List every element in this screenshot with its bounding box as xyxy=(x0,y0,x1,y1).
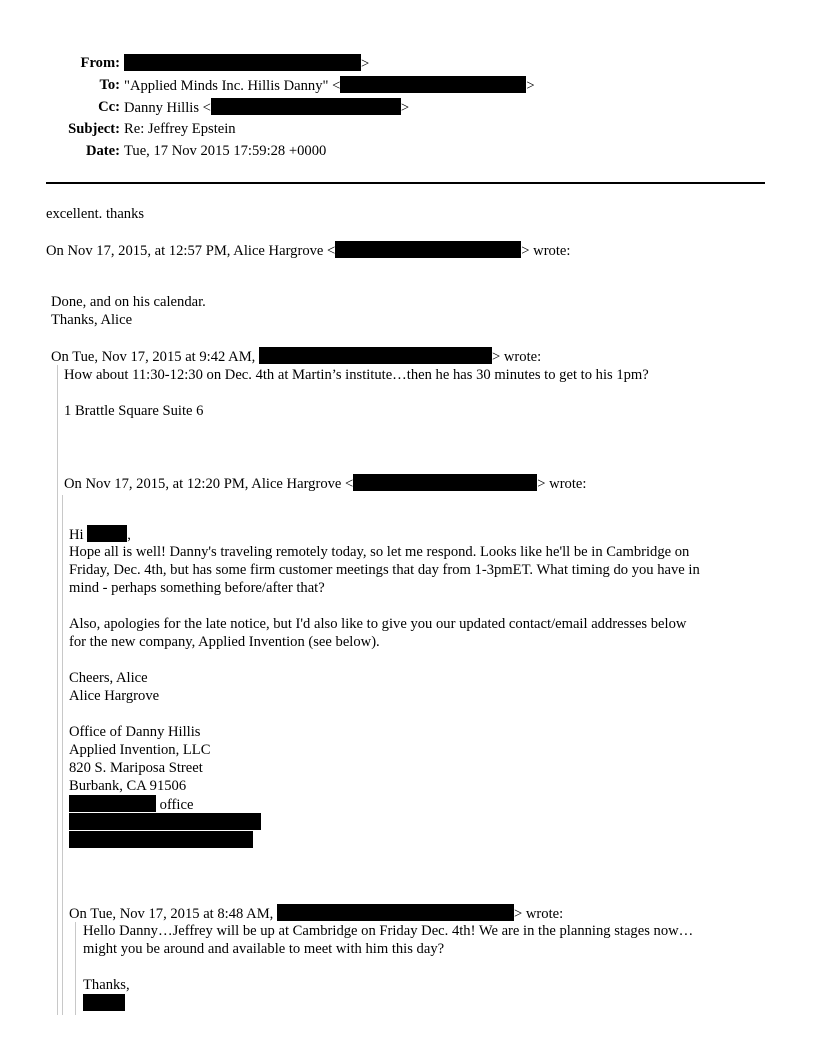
redacted-contact xyxy=(69,831,253,848)
quote2-body xyxy=(64,366,649,420)
redacted-email xyxy=(340,76,526,93)
alice-reply xyxy=(51,293,206,329)
redacted-email xyxy=(335,241,521,258)
signature-line: Applied Invention, LLC xyxy=(69,742,211,758)
redacted-phone xyxy=(69,795,156,812)
signature-line: Office of Danny Hillis xyxy=(69,724,201,740)
redacted-email xyxy=(259,347,492,364)
quote-bar xyxy=(75,922,76,1015)
redacted-name xyxy=(87,525,127,542)
to-label: To: xyxy=(99,77,120,93)
paragraph-line: Friday, Dec. 4th, but has some firm customer meetings that day from 1-3pmET. What timing do you have in xyxy=(69,562,700,578)
quote4-intro: On Tue, Nov 17, 2015 at 8:48 AM, > wrote: xyxy=(69,906,564,922)
redacted-email xyxy=(124,54,361,71)
quote1-intro: On Nov 17, 2015, at 12:57 PM, Alice Hargrove < > wrote: xyxy=(46,243,571,259)
paragraph-line: mind - perhaps something before/after that? xyxy=(69,580,325,596)
paragraph-line: Hello Danny…Jeffrey will be up at Cambridge on Friday Dec. 4th! We are in the planning stages now… xyxy=(83,923,694,939)
signoff-line: Thanks, xyxy=(83,977,130,993)
subject-label: Subject: xyxy=(68,121,120,137)
quote4-body xyxy=(83,922,693,1012)
signoff-line: Cheers, Alice xyxy=(69,670,148,686)
alice-line: Thanks, Alice xyxy=(51,312,133,328)
signature-line: Burbank, CA 91506 xyxy=(69,778,187,794)
signature-line: 820 S. Mariposa Street xyxy=(69,760,203,776)
redacted-email xyxy=(211,98,401,115)
quote-bar xyxy=(62,495,63,1015)
quote2-intro: On Tue, Nov 17, 2015 at 9:42 AM, > wrote: xyxy=(51,349,542,365)
from-value: > xyxy=(124,54,369,73)
alice-line: Done, and on his calendar. xyxy=(51,294,206,310)
date-value: Tue, 17 Nov 2015 17:59:28 +0000 xyxy=(124,143,327,159)
quote-bar xyxy=(57,365,58,1015)
redacted-name xyxy=(83,994,125,1011)
address-line: 1 Brattle Square Suite 6 xyxy=(64,403,204,419)
proposal-line: How about 11:30-12:30 on Dec. 4th at Martin’s institute…then he has 30 minutes to get to his 1pm? xyxy=(64,367,649,383)
paragraph-line: Hope all is well! Danny's traveling remotely today, so let me respond. Looks like he'll be in Cambridge on xyxy=(69,544,690,560)
date-label: Date: xyxy=(85,143,120,159)
redacted-contact xyxy=(69,813,261,830)
paragraph-line: Also, apologies for the late notice, but I'd also like to give you our updated contact/email addresses below xyxy=(69,616,687,632)
to-value: "Applied Minds Inc. Hillis Danny" < > xyxy=(124,78,535,94)
cc-value: Danny Hillis < > xyxy=(124,100,410,116)
quote3-intro: On Nov 17, 2015, at 12:20 PM, Alice Hargrove < > wrote: xyxy=(64,476,587,492)
subject-value: Re: Jeffrey Epstein xyxy=(124,121,236,137)
from-label: From: xyxy=(80,55,120,71)
reply-text: excellent. thanks xyxy=(46,206,145,222)
quote3-body xyxy=(69,525,700,849)
paragraph-line: for the new company, Applied Invention (see below). xyxy=(69,634,380,650)
greeting-line: Hi , xyxy=(69,527,131,543)
signature-name: Alice Hargrove xyxy=(69,688,160,704)
header-divider xyxy=(46,182,765,184)
redacted-email xyxy=(353,474,537,491)
redacted-email xyxy=(277,904,514,921)
cc-label: Cc: xyxy=(98,99,120,115)
signature-phone-line: office xyxy=(69,795,700,813)
paragraph-line: might you be around and available to meet with him this day? xyxy=(83,941,445,957)
